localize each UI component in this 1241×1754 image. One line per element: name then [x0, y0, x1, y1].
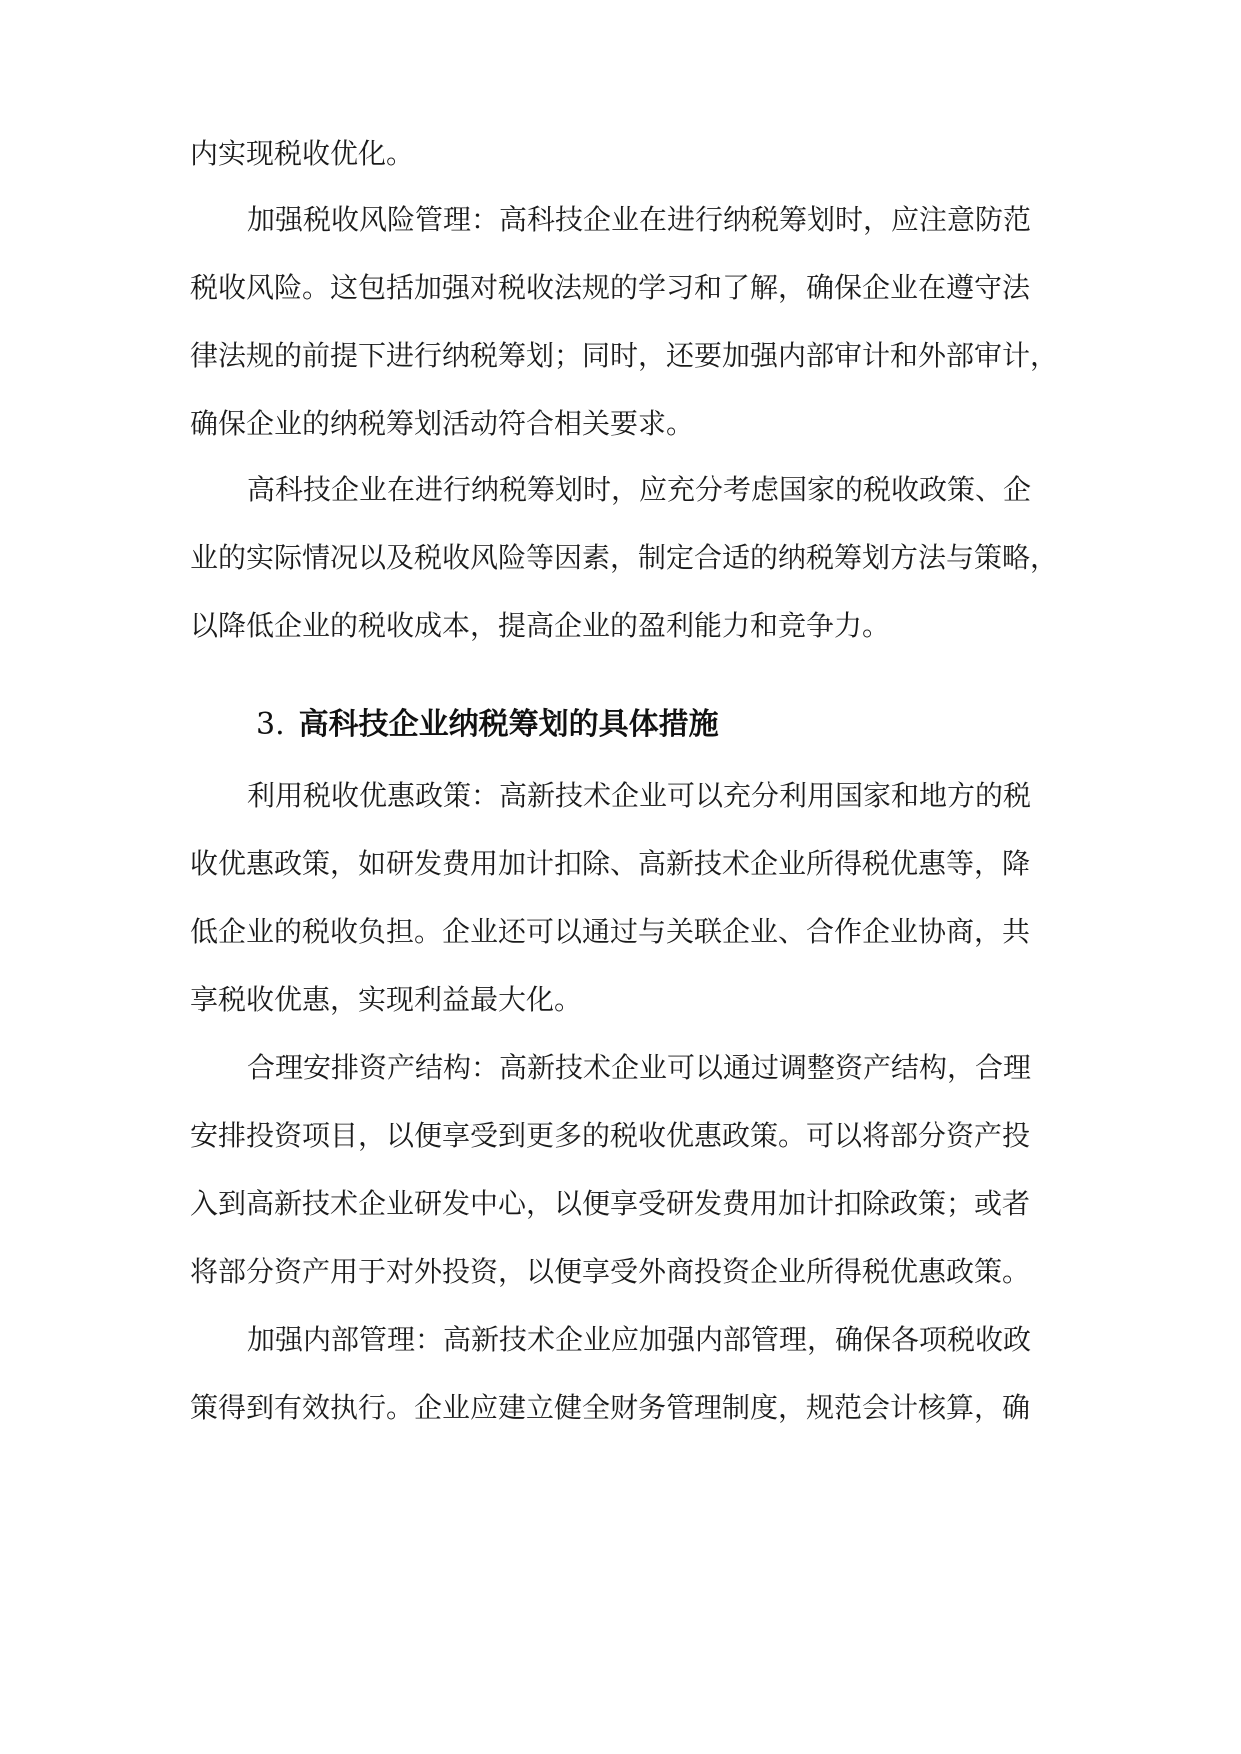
paragraph-line: 加强税收风险管理：高科技企业在进行纳税筹划时，应注意防范: [247, 203, 1032, 236]
paragraph-line: 律法规的前提下进行纳税筹划；同时，还要加强内部审计和外部审计，: [190, 339, 1059, 372]
paragraph-line: 享税收优惠，实现利益最大化。: [190, 983, 583, 1016]
section-number: 3.: [256, 707, 285, 742]
paragraph-line: 入到高新技术企业研发中心，以便享受研发费用加计扣除政策；或者: [190, 1187, 1031, 1220]
paragraph-line: 将部分资产用于对外投资，以便享受外商投资企业所得税优惠政策。: [190, 1255, 1031, 1288]
paragraph-line: 高科技企业在进行纳税筹划时，应充分考虑国家的税收政策、企: [247, 473, 1032, 506]
section-title: 高科技企业纳税筹划的具体措施: [298, 707, 719, 742]
paragraph-line: 确保企业的纳税筹划活动符合相关要求。: [190, 407, 695, 440]
paragraph-line: 安排投资项目，以便享受到更多的税收优惠政策。可以将部分资产投: [190, 1119, 1031, 1152]
paragraph-line: 策得到有效执行。企业应建立健全财务管理制度，规范会计核算，确: [190, 1391, 1031, 1424]
paragraph-line: 税收风险。这包括加强对税收法规的学习和了解，确保企业在遵守法: [190, 271, 1031, 304]
section-heading: [256, 707, 719, 742]
paragraph-line: 收优惠政策，如研发费用加计扣除、高新技术企业所得税优惠等，降: [190, 847, 1031, 880]
paragraph-line: 加强内部管理：高新技术企业应加强内部管理，确保各项税收政: [247, 1323, 1032, 1356]
paragraph-line: 低企业的税收负担。企业还可以通过与关联企业、合作企业协商，共: [190, 915, 1031, 948]
paragraph-line: 内实现税收优化。: [190, 137, 415, 170]
paragraph-line: 利用税收优惠政策：高新技术企业可以充分利用国家和地方的税: [247, 779, 1032, 812]
paragraph-line: 业的实际情况以及税收风险等因素，制定合适的纳税筹划方法与策略，: [190, 541, 1059, 574]
paragraph-line: 以降低企业的税收成本，提高企业的盈利能力和竞争力。: [190, 609, 891, 642]
paragraph-line: 合理安排资产结构：高新技术企业可以通过调整资产结构，合理: [247, 1051, 1032, 1084]
